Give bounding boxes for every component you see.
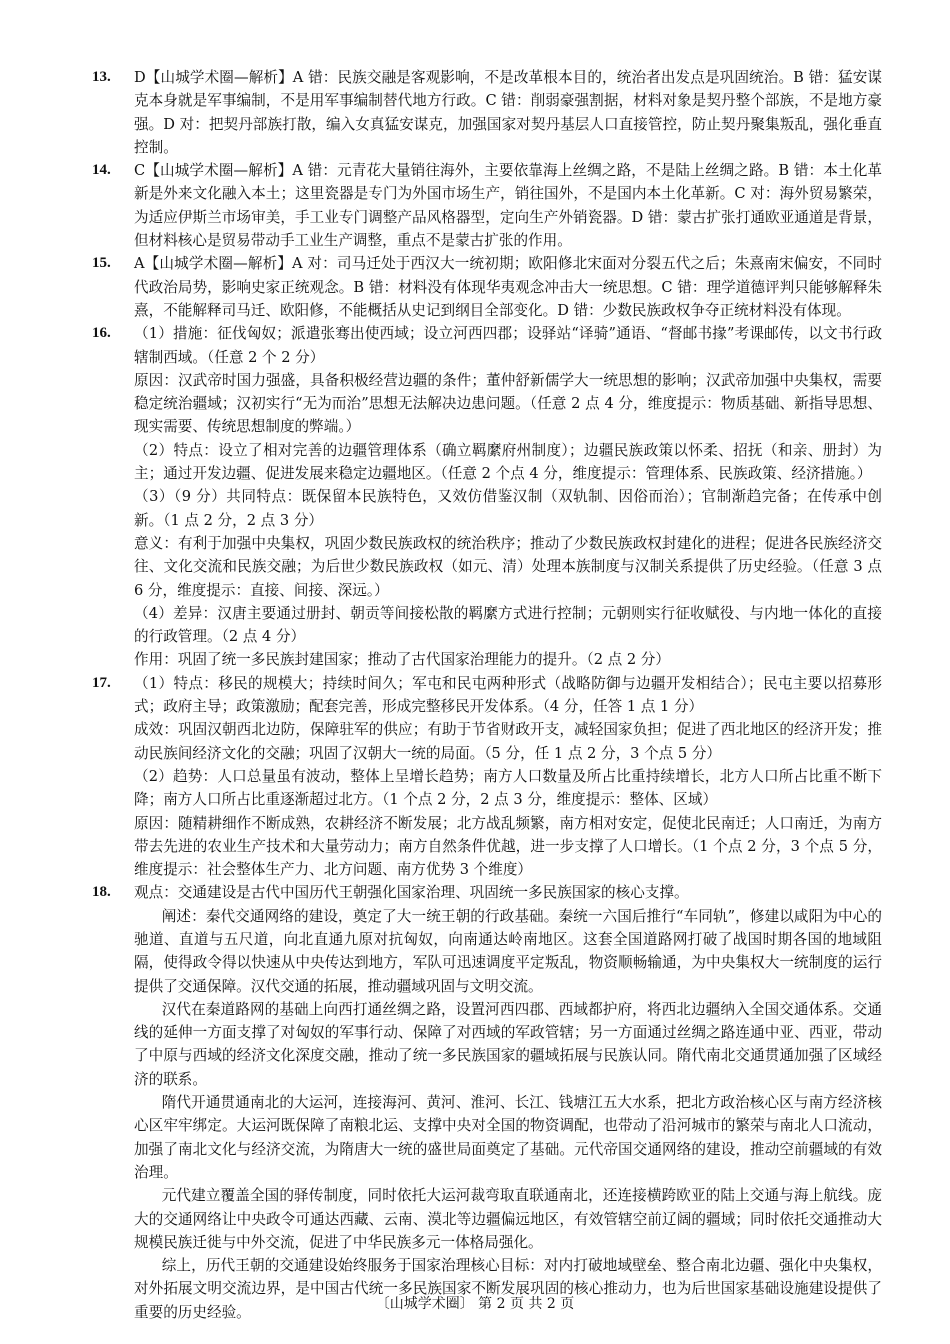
answer-paragraph: 隋代开通贯通南北的大运河，连接海河、黄河、淮河、长江、钱塘江五大水系，把北方政治核心区与南方经济核心区牢牢绑定。大运河既保障了南粮北运、支撑中央对全国的物资调配，也带动了沿河城市的繁荣与南北人口流动，加强了南北文化与经济交流，为隋唐大一统的盛世局面奠定了基础。元代帝国交通网络的建设，推动空前疆域的有效治理。 (134, 1094, 882, 1181)
answer-paragraph: 成效：巩固汉朝西北边防，保障驻军的供应；有助于节省财政开支，减轻国家负担；促进了西北地区的经济开发；推动民族间经济文化的交融；巩固了汉朝大一统的局面。（5 分，任 1 点 2 分，3 个点 5 分） (134, 721, 882, 762)
question-16 (92, 322, 882, 671)
answer-paragraph: A【山城学术圈—解析】A 对：司马迁处于西汉大一统初期；欧阳修北宋面对分裂五代之后；朱熹南宋偏安，不同时代政治局势，影响史家正统观念。B 错：材料没有体现华夷观念冲击大一统思想。C 错：理学道德评判只能够解释朱熹，不能解释司马迁、欧阳修，不能概括从史记到纲目全部变化。D 错：少数民族政权争夺正统材料没有体现。 (134, 255, 882, 319)
answer-paragraph: C【山城学术圈—解析】A 错：元青花大量销往海外，主要依靠海上丝绸之路，不是陆上丝绸之路。B 错：本土化革新是外来文化融入本土；这里瓷器是专门为外国市场生产，销往国外，不是国内本土化革新。C 对：海外贸易繁荣，为适应伊斯兰市场审美，手工业专门调整产品风格器型，定向生产外销瓷器。D 错：蒙古扩张打通欧亚通道是背景，但材料核心是贸易带动手工业生产调整，重点不是蒙古扩张的作用。 (134, 162, 882, 250)
answer-paragraph: 原因：汉武帝时国力强盛，具备积极经营边疆的条件；董仲舒新儒学大一统思想的影响；汉武帝加强中央集权，需要稳定统治疆域；汉初实行“无为而治”思想无法解决边患问题。（任意 2 点 4 分，维度提示：物质基础、新指导思想、现实需要、传统思想制度的弊端。） (134, 371, 882, 436)
answer-paragraph: （3）（9 分）共同特点：既保留本民族特色，又效仿借鉴汉制（双轨制、因俗而治）；官制渐趋完备；在传承中创新。（1 点 2 分，2 点 3 分） (134, 488, 882, 529)
answer-paragraph: （1）特点：移民的规模大；持续时间久；军屯和民屯两种形式（战略防御与边疆开发相结合）；民屯主要以招募形式；政府主导；政策激励；配套完善，形成完整移民开发体系。（4 分，任答 1 点 1 分） (134, 674, 882, 716)
answer-paragraph: （1）措施：征伐匈奴；派遣张骞出使西域；设立河西四郡；设驿站“译骑”通语、“督邮书掾”考课邮传，以文书行政辖制西域。（任意 2 个 2 分） (134, 325, 882, 366)
question-14 (92, 159, 882, 252)
answer-paragraph: 原因：随精耕细作不断成熟，农耕经济不断发展；北方战乱频繁，南方相对安定，促使北民南迁；人口南迁，为南方带去先进的农业生产技术和大量劳动力；南方自然条件优越，进一步支撑了人口增长。（1 个点 2 分，3 个点 5 分，维度提示：社会整体生产力、北方问题、南方优势 3 个维度） (134, 814, 882, 879)
question-number: 17. (92, 674, 111, 691)
question-number: 14. (92, 162, 111, 179)
page-footer: 〔山城学术圈〕 第 2 页 共 2 页 (375, 1296, 575, 1312)
question-17 (92, 672, 882, 882)
answer-content (92, 66, 882, 1324)
question-number: 13. (92, 69, 111, 85)
answer-paragraph: （4）差异：汉唐主要通过册封、朝贡等间接松散的羁縻方式进行控制；元朝则实行征收赋役、与内地一体化的直接的行政管理。（2 点 4 分） (134, 604, 882, 646)
question-13 (92, 66, 882, 159)
answer-paragraph: （2）趋势：人口总量虽有波动，整体上呈增长趋势；南方人口数量及所占比重持续增长，北方人口所占比重不断下降；南方人口所占比重逐渐超过北方。（1 个点 2 分，2 点 3 分，维度提示：整体、区域） (134, 767, 882, 809)
answer-paragraph: 观点：交通建设是古代中国历代王朝强化国家治理、巩固统一多民族国家的核心支撑。 (134, 884, 689, 902)
question-number: 16. (92, 325, 111, 342)
question-number: 15. (92, 255, 111, 272)
answer-paragraph: 作用：巩固了统一多民族封建国家；推动了古代国家治理能力的提升。（2 点 2 分） (134, 651, 670, 669)
question-18 (92, 881, 882, 1324)
answer-paragraph: 综上，历代王朝的交通建设始终服务于国家治理核心目标：对内打破地域壁垒、整合南北边疆、强化中央集权，对外拓展文明交流边界，是中国古代统一多民族国家不断发展巩固的核心推动力，也为后世国家基础设施建设提供了重要的历史经验。 (134, 1257, 882, 1321)
answer-paragraph: 汉代在秦道路网的基础上向西打通丝绸之路，设置河西四郡、西域都护府，将西北边疆纳入全国交通体系。交通线的延伸一方面支撑了对匈奴的军事行动、保障了对西域的军政管辖；另一方面通过丝绸之路连通中亚、西亚，带动了中原与西域的经济文化深度交融，推动了统一多民族国家的疆域拓展与民族认同。隋代南北交通贯通加强了区域经济的联系。 (134, 1000, 882, 1088)
question-number: 18. (92, 884, 111, 901)
answer-paragraph: 阐述：秦代交通网络的建设，奠定了大一统王朝的行政基础。秦统一六国后推行“车同轨”，修建以咸阳为中心的驰道、直道与五尺道，向北直通九原对抗匈奴，向南通达岭南地区。这套全国道路网打破了战国时期各国的地域阻隔，使得政令得以快速从中央传达到地方，军队可迅速调度平定叛乱，物资顺畅输通，为中央集权大一统制度的运行提供了交通保障。汉代交通的拓展，推动疆域巩固与文明交流。 (134, 907, 882, 995)
answer-paragraph: D【山城学术圈—解析】A 错：民族交融是客观影响，不是改革根本目的，统治者出发点是巩固统治。B 错：猛安谋克本身就是军事编制，不是用军事编制替代地方行政。C 错：削弱豪强割据，材料对象是契丹整个部族，不是地方豪强。D 对：把契丹部族打散，编入女真猛安谋克，加强国家对契丹基层人口直接管控，防止契丹聚集叛乱，强化垂直控制。 (134, 69, 882, 156)
answer-paragraph: 元代建立覆盖全国的驿传制度，同时依托大运河裁弯取直联通南北，还连接横跨欧亚的陆上交通与海上航线。庞大的交通网络让中央政令可通达西藏、云南、漠北等边疆偏远地区，有效管辖空前辽阔的疆域；同时依托交通推动大规模民族迁徙与中外交流，促进了中华民族多元一体格局强化。 (134, 1187, 882, 1251)
question-15 (92, 252, 882, 322)
answer-paragraph: 意义：有利于加强中央集权，巩固少数民族政权的统治秩序；推动了少数民族政权封建化的进程；促进各民族经济交往、文化交流和民族交融；为后世少数民族政权（如元、清）处理本族制度与汉制关系提供了历史经验。（任意 3 点 6 分，维度提示：直接、间接、深远。） (134, 534, 882, 599)
answer-paragraph: （2）特点：设立了相对完善的边疆管理体系（确立羁縻府州制度）；边疆民族政策以怀柔、招抚（和亲、册封）为主；通过开发边疆、促进发展来稳定边疆地区。（任意 2 个点 4 分，维度提示：管理体系、民族政策、经济措施。） (134, 441, 882, 483)
